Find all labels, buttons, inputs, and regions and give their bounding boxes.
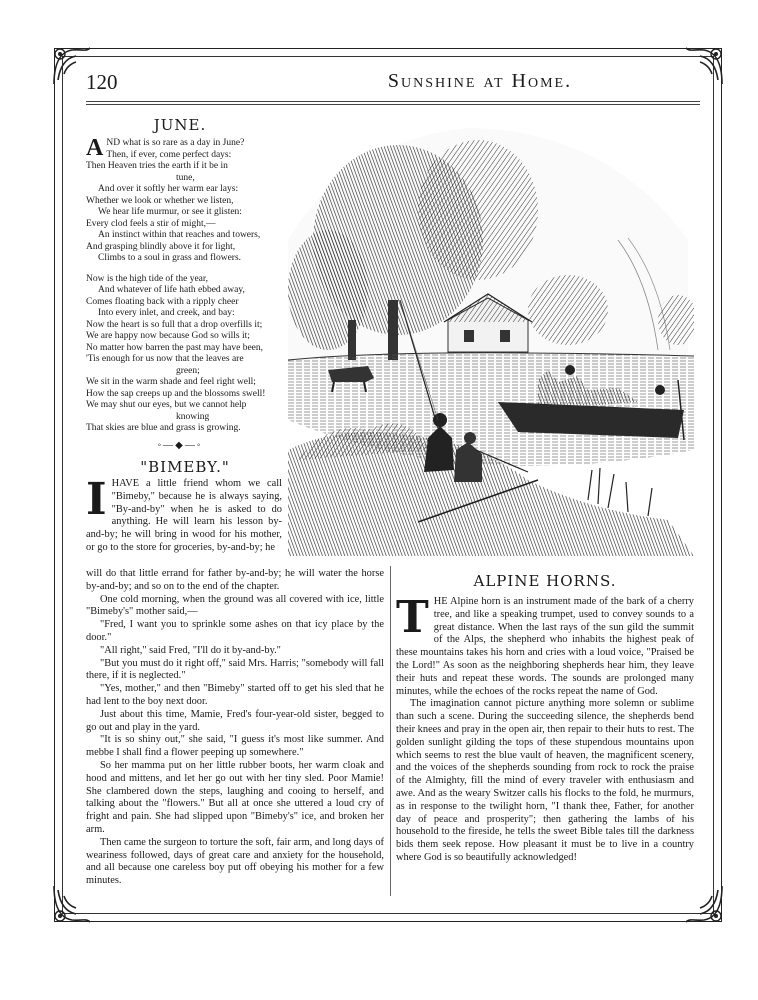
poem-line: We hear life murmur, or see it glisten:: [98, 207, 242, 217]
poem-line: That skies are blue and grass is growing.: [86, 423, 241, 433]
paragraph: So her mamma put on her little rubber boots, her warm cloak and hood and mittens, and let her go out with her tiny sled. Poor Mamie! She clambered down the steps, laughing and cooing to herself, and talking about the "flowers." But all at once she uttered a loud cry of fright and pain. She had slipped upon "Bimeby's" ice, and broken her arm.: [86, 759, 384, 835]
poem-line: We sit in the warm shade and feel right well;: [86, 377, 256, 387]
poem-line: No matter how barren the past may have been,: [86, 342, 264, 353]
poem-line: 'Tis enough for us now that the leaves are: [86, 354, 244, 364]
poem-line: How the sap creeps up and the blossoms swell!: [86, 388, 266, 399]
story-title-bimeby: "BIMEBY.": [140, 458, 230, 476]
paragraph: Just about this time, Mamie, Fred's four-year-old sister, begged to go out and play in the yard.: [86, 708, 384, 733]
paragraph: "All right," said Fred, "I'll do it by-and-by.": [100, 644, 281, 656]
poem-line: An instinct within that reaches and towers,: [98, 230, 261, 240]
paragraph: "It is so shiny out," she said, "I guess it's most like summer. And mebbe I shall find a flower peeping up somewhere.": [86, 734, 384, 759]
poem-line: Climbs to a soul in grass and flowers.: [98, 253, 242, 263]
drop-cap: A: [86, 135, 104, 161]
alpine-body: [396, 592, 694, 865]
poem-line: knowing: [176, 411, 210, 422]
header-rule: [86, 101, 700, 102]
poem-line: We may shut our eyes, but we cannot help: [86, 400, 247, 410]
drop-cap: T: [396, 592, 429, 643]
column-rule: [390, 566, 391, 896]
running-title: Sunshine at Home.: [387, 70, 573, 92]
story-title-alpine-horns: ALPINE HORNS.: [473, 572, 617, 590]
paragraph: HAVE a little friend whom we call "Bimeby," because he is always saying, "By-and-by" when he is asked to do anything. He will learn his lesson by-and-by; he will bring in wood for his mother, or go to the store for groceries, by-and-by; he: [86, 478, 282, 553]
page-number: 120: [86, 70, 118, 94]
poem-line: Then, if ever, come perfect days:: [106, 149, 232, 160]
poem-line: And over it softly her warm ear lays:: [98, 184, 239, 194]
drop-cap: I: [86, 474, 107, 525]
paragraph: One cold morning, when the ground was all covered with ice, little "Bimeby's" mother said,—: [86, 593, 384, 618]
poem-june: [86, 135, 286, 435]
poem-line: We are happy now because God so wills it;: [86, 331, 250, 341]
poem-line: tune,: [176, 172, 195, 183]
paragraph: HE Alpine horn is an instrument made of the bark of a cherry tree, and like a speaking trumpet, used to convey sounds to a great distance. When the last rays of the sun gild the summit of the Alps, the shepherd who inhabits the highest peak of these mountains takes his horn and cries with a loud voice, "Praised be the Lord!" As soon as the neighboring shepherds hear him, they leave their huts and repeat these words. The sounds are prolonged many minutes, while the echoes of the rocks repeat the name of God.: [396, 596, 694, 697]
poem-line: Now is the high tide of the year,: [86, 273, 209, 284]
paragraph: "But you must do it right off," said Mrs. Harris; "somebody will fall there, if it is neglected.": [86, 657, 384, 682]
poem-line: And whatever of life hath ebbed away,: [98, 285, 245, 295]
paragraph: Then came the surgeon to torture the soft, fair arm, and long days of weariness followed, days of great care and anxiety for the household, and all because one careless boy put off obeying his mother for a few minutes.: [86, 836, 384, 887]
paragraph: "Fred, I want you to sprinkle some ashes on that icy place by the door.": [86, 619, 384, 643]
corner-ornament-icon: [50, 882, 94, 926]
header-rule: [86, 104, 700, 105]
bimeby-body: [86, 568, 384, 888]
river-landscape-engraving-icon: [288, 120, 694, 556]
paragraph: "Yes, mother," and then "Bimeby" started off to get his sled that he had lent to the boy next door.: [86, 683, 384, 707]
poem-line: Comes floating back with a ripply cheer: [86, 296, 239, 307]
bimeby-intro: [86, 474, 282, 555]
poem-line: Whether we look or whether we listen,: [86, 195, 234, 206]
poem-line: green;: [176, 365, 200, 376]
poem-title: JUNE.: [153, 116, 207, 134]
section-divider: ◦—◆—◦: [157, 440, 203, 451]
poem-line: Now the heart is so full that a drop overfills it;: [86, 319, 263, 330]
poem-line: ND what is so rare as a day in June?: [106, 138, 245, 148]
poem-line: Into every inlet, and creek, and bay:: [98, 308, 235, 318]
corner-ornament-icon: [682, 882, 726, 926]
poem-line: And grasping blindly above it for light,: [86, 241, 236, 252]
paragraph: The imagination cannot picture anything more solemn or sublime than such a scene. During the succeeding silence, the shepherds bend their knees and pray in the open air, then repair to their huts to rest. The golden sunlight gilding the tops of these stupendous mountains upon which seems to rest the blue vault of heaven, the magnificent scenery, and the voices of the shepherds sounding from rock to rock the praise of the Almighty, fill the mind of every traveler with enthusiasm and awe. And as the weary Switzer calls his flocks to the fold, he murmurs, as in response to the twilight horn, "I thank thee, Father, for another day of peace and prosperity"; then gathering the lambs of his household to the fireside, he tells the sweet Bible tales till the darkness bids them seek repose. How pleasant it must be to live in a country where God is so beautifully acknowledged!: [396, 698, 694, 863]
poem-line: Then Heaven tries the earth if it be in: [86, 161, 228, 171]
poem-line: Every clod feels a stir of might,—: [86, 218, 216, 229]
paragraph: will do that little errand for father by-and-by; he will water the horse by-and-by; and so on to the end of the chapter.: [86, 568, 384, 592]
